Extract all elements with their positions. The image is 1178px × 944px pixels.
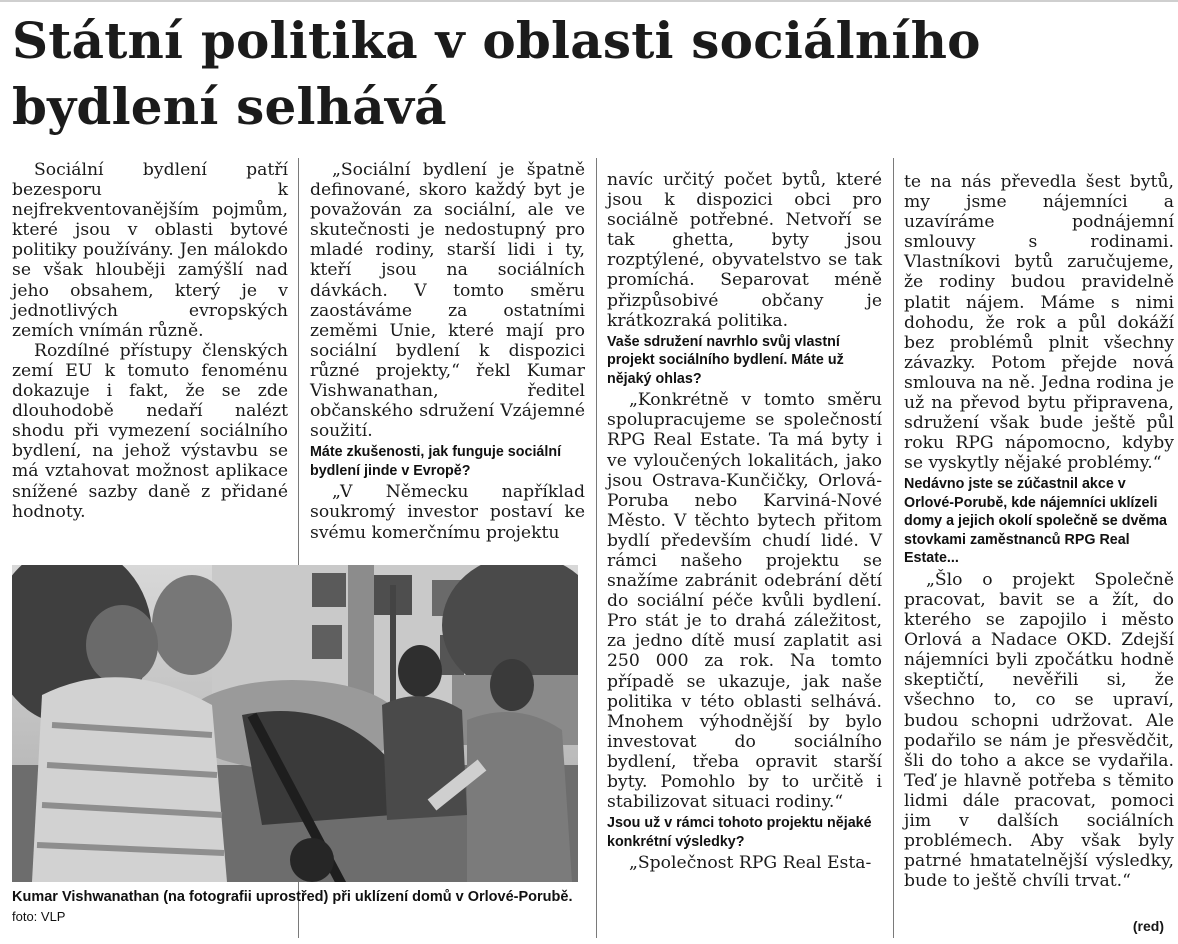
photo-caption [12,888,582,927]
article-column-3 [607,170,882,873]
interview-question: Nedávno jste se zúčastnil akce v Orlové-Porubě, kde nájemníci uklízeli domy a jejich okolí společně se dvěma stovkami zaměstnanců RPG Real Estate... [904,476,1168,567]
photo-illustration [12,565,578,882]
body-paragraph: navíc určitý počet bytů, které jsou k dispozici obci pro sociálně potřebné. Netvoří se tak ghetta, byty jsou rozptýlené, obyvatelstvo se tak promíchá. Separovat méně přizpůsobivé občany je krátkozraká politika. [607,170,882,331]
article-headline [12,8,1162,140]
body-paragraph: „V Německu například soukromý investor postaví ke svému komerčnímu projektu [310,482,585,543]
author-byline: (red) [1132,918,1164,934]
caption-text: Kumar Vishwanathan (na fotografii uprostřed) při uklízení domů v Orlové-Porubě. [12,889,573,905]
interview-question: Máte zkušenosti, jak funguje sociální bydlení jinde v Evropě? [310,444,562,479]
body-paragraph: „Sociální bydlení je špatně definované, skoro každý byt je považován za sociální, ale ve skutečnosti je nedostupný pro mladé rodiny, starší lidi i ty, kteří jsou na sociálních dávkách. V tomto směru zaostáváme za ostatními zeměmi Unie, které mají pro sociální bydlení k dispozici různé projekty,“ řekl Kumar Vishwanathan, ředitel občanského sdružení Vzájemné soužití. [310,160,585,442]
body-paragraph: Sociální bydlení patří bezesporu k nejfrekventovanějším pojmům, které jsou v oblasti bytové politiky používány. Jen málokdo se však hlouběji zamýšlí nad jeho obsahem, který je v jednotlivých evropských zemích vnímán různě. [12,160,288,341]
body-paragraph: „Společnost RPG Real Esta- [629,853,872,874]
article-column-2 [310,160,585,543]
photo-credit: foto: VLP [12,909,66,924]
column-divider [893,158,894,938]
column-divider [596,158,597,938]
body-paragraph: „Konkrétně v tomto směru spolupracujeme se společností RPG Real Estate. Ta má byty i ve vyloučených lokalitách, jako jsou Ostrava-Kunčičky, Orlová-Poruba nebo Karviná-Nové Město. V těchto bytech přitom bydlí především chudí lidé. V rámci našeho projektu se snažíme zabránit odebrání dětí do sociální péče kvůli bydlení. Pro stát je to drahá záležitost, za jedno dítě musí zaplatit asi 250 000 za rok. Na tomto případě se ukazuje, jak naše politika v této oblasti selhává. Mnohem výhodnější by bylo investovat do sociálního bydlení, třeba opravit starší byty. Pomohlo by to určitě i stabilizovat situaci rodiny.“ [607,390,882,813]
body-paragraph: te na nás převedla šest bytů, my jsme nájemníci a uzavíráme podnájemní smlouvy s rodinami. Vlastníkovi bytů zaručujeme, že rodiny budou pravidelně platit nájem. Máme s nimi dohodu, že rok a půl dokáží bez problémů plnit všechny závazky. Potom přejde nová smlouva na ně. Jedna rodina je už na převod bytu připravena, sdružení však bude ještě půl roku RPG nápomocno, kdyby se vyskytly nějaké problémy.“ [904,172,1174,474]
body-paragraph: „Šlo o projekt Společně pracovat, bavit se a žít, do kterého se zapojilo i město Orlová a Nadace OKD. Zdejší nájemníci byli zpočátku hodně skeptičtí, nevěřili si, že všechno to, co se upraví, budou schopni udržovat. Ale podařilo se nám je přesvědčit, šli do toho a akce se vydařila. Teď je hlavně potřeba s těmito lidmi dále pracovat, pomoci jim v dalších sociálních problémech. Aby však byly patrné hmatatelnější výsledky, bude to ještě chvíli trvat.“ [904,569,1174,892]
headline-line-1: Státní politika v oblasti sociálního [12,11,981,70]
article-column-1 [12,160,288,522]
article-photo [12,565,578,882]
article-column-4 [904,172,1174,891]
interview-question: Jsou už v rámci tohoto projektu nějaké konkrétní výsledky? [607,815,872,850]
body-paragraph: Rozdílné přístupy členských zemí EU k tomuto fenoménu dokazuje i fakt, že se zde dlouhodobě nedaří nalézt shodu při vymezení sociálního bydlení, na jehož výstavbu se má vztahovat možnost aplikace snížené sazby daně z přidané hodnoty. [12,340,288,522]
headline-line-2: bydlení selhává [12,77,447,136]
interview-question: Vaše sdružení navrhlo svůj vlastní projekt sociálního bydlení. Máte už nějaký ohlas? [607,333,844,387]
scan-edge [0,0,1178,2]
